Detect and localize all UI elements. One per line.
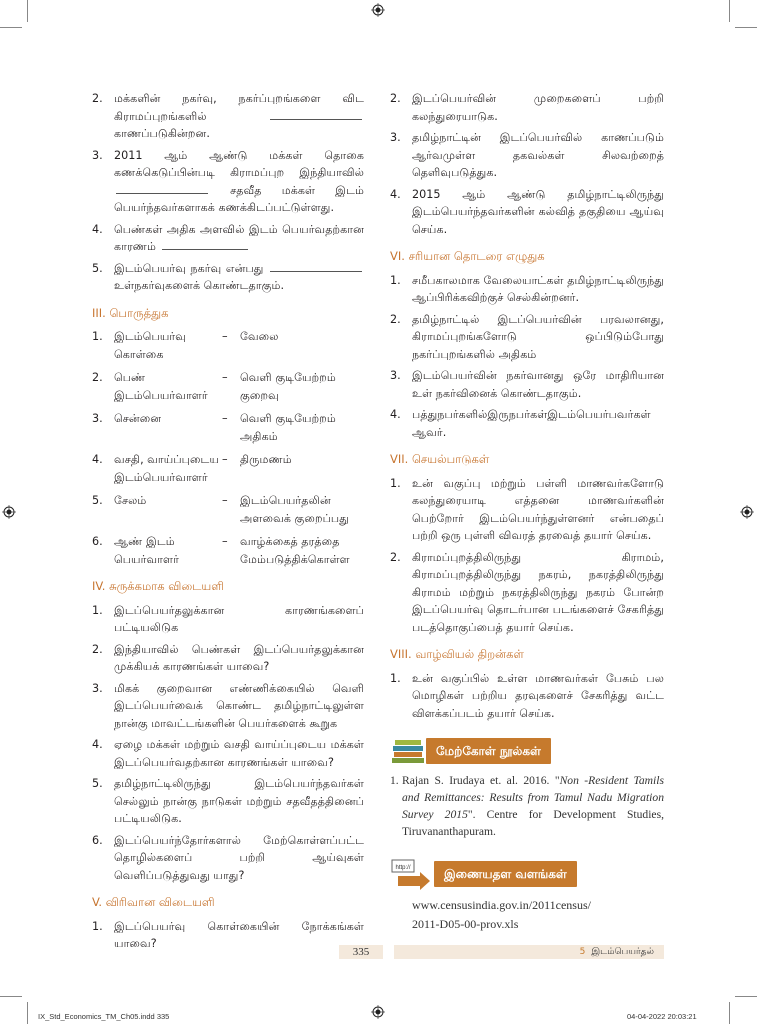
item-number: 1.: [92, 603, 103, 617]
answer-blank: [116, 184, 208, 194]
match-row: [92, 369, 364, 404]
page-number: 335: [339, 945, 383, 959]
match-row: [92, 451, 364, 486]
match-right: வாழ்க்கைத் தரத்தை மேம்படுத்திக்கொள்ள: [240, 535, 350, 566]
item-number: 1.: [390, 273, 401, 287]
item-text: பெண்கள் அதிக அளவில் இடம் பெயர்வதற்கான காரணம்: [114, 222, 364, 253]
item-number: 6.: [92, 535, 103, 548]
item-text: ஏழை மக்கள் மற்றும் வசதி வாய்ப்புடைய மக்கள் இடப்பெயர்வதற்கான காரணங்கள் யாவை?: [114, 738, 364, 769]
item-text: கிராமப்புறத்திலிருந்து கிராமம், கிராமப்புறத்திலிருந்து நகரம், நகரத்திலிருந்து கிராமம் மற்றும் நகரத்திலிருந்து நகரம் போன்ற இடப்பெயர்வு தொடர்பான படங்களைச் சேகரித்து படத்தொகுப்பைத் தயார் செய்க.: [412, 550, 664, 634]
item-text: இந்தியாவில் பெண்கள் இடப்பெயர்தலுக்கான முக்கியக் காரணங்கள் யாவை?: [114, 642, 364, 673]
crop-mark: [735, 996, 757, 997]
crop-mark: [0, 27, 22, 28]
registration-mark-bottom: [371, 1005, 385, 1019]
item-number: 3.: [390, 131, 401, 144]
item-number: 3.: [92, 681, 103, 695]
crop-mark: [27, 0, 28, 22]
item-text: தமிழ்நாட்டிலிருந்து இடம்பெயர்ந்தவர்கள் செல்லும் நான்கு நாடுகள் மற்றும் சதவீதத்தினைப் பட்டியலிடுக.: [114, 777, 364, 825]
question-item: [92, 602, 364, 637]
item-text: மக்களின் நகர்வு, நகர்ப்புறங்களை விட கிராமப்புறங்களில்: [114, 92, 364, 123]
match-left: சேலம்: [114, 494, 147, 507]
item-text: பத்துநபர்களில்இருநபர்கள்இடம்பெயர்பவர்கள் ஆவர்.: [412, 408, 651, 439]
item-text: சமீபகாலமாக வேலையாட்கள் தமிழ்நாட்டிலிருந்து ஆப்பிரிக்கவிற்குச் செல்கின்றனர்.: [412, 273, 664, 304]
item-number: 1.: [390, 774, 399, 787]
web-url[interactable]: [412, 896, 664, 934]
item-text: தமிழ்நாட்டின் இடப்பெயர்வில் காணப்படும் ஆர்வமுள்ள தகவல்கள் சிலவற்றைத் தெளிவுபடுத்துக.: [412, 131, 664, 179]
match-dash: –: [222, 453, 228, 466]
item-number: 1.: [390, 671, 401, 685]
match-left: இடம்பெயர்வு கொள்கை: [114, 330, 186, 361]
question-item: [390, 367, 664, 402]
fill-blank-item: [92, 147, 364, 217]
question-item: [390, 406, 664, 441]
item-text: உன் வகுப்பு மற்றும் பள்ளி மாணவர்களோடு கலந்துரையாடி எத்தனை மாணவர்களின் பெற்றோர் இடம்பெயர்ந்துள்ளனர் என்பதைப் பற்றி ஒரு புள்ளி விவரத் தரவைத் தயார் செய்க.: [412, 476, 664, 542]
question-item: [390, 129, 664, 182]
item-text: உள்நகர்வுகளைக் கொண்டதாகும்.: [114, 279, 285, 292]
item-number: 2.: [92, 371, 103, 384]
url-line[interactable]: 2011-D05-00-prov.xls: [412, 917, 519, 931]
reference-publisher: ". Centre for Development Studies, Tiruvananthapuram.: [402, 808, 664, 838]
item-number: 2.: [390, 92, 401, 105]
http-label: http://: [395, 865, 411, 871]
match-row: [92, 328, 364, 363]
fill-blank-item: [92, 221, 364, 256]
left-column: [92, 90, 364, 957]
references-title: மேற்கோள் நூல்கள்: [426, 738, 551, 764]
crop-mark: [729, 0, 730, 22]
section-heading-match: III. பொருத்துக: [92, 305, 169, 320]
web-resources-title: இணையதள வளங்கள்: [434, 861, 577, 887]
item-number: 3.: [92, 148, 103, 162]
item-text: உன் வகுப்பில் உள்ள மாணவர்கள் பேசும் பல மொழிகள் பற்றிய தரவுகளைச் சேகரித்து வட்ட விளக்கப்படம் தயார் செய்க.: [412, 671, 664, 720]
item-text: இடம்பெயர்வின் நகர்வானது ஒரே மாதிரியான உள் நகர்வினைக் கொண்டதாகும்.: [412, 369, 664, 400]
url-line[interactable]: www.censusindia.gov.in/2011census/: [412, 898, 591, 912]
item-number: 5.: [92, 777, 103, 790]
chapter-name: இடம்பெயர்தல்: [591, 947, 654, 957]
item-number: 4.: [92, 453, 103, 466]
item-number: 5.: [92, 261, 103, 275]
web-resources-banner: [390, 858, 664, 890]
match-dash: –: [222, 494, 228, 507]
question-item: [92, 775, 364, 828]
question-item: [390, 186, 664, 239]
item-text: 2011 ஆம் ஆண்டு மக்கள் தொகை கணக்கெடுப்பின்படி கிராமப்புற இந்தியாவில்: [114, 148, 364, 179]
item-number: 1.: [92, 330, 103, 343]
section-heading-life-skills: VIII. வாழ்வியல் திறன்கள்: [390, 647, 524, 661]
imprint-file: IX_Std_Economics_TM_Ch05.indd 335: [38, 1012, 170, 1021]
question-item: [92, 832, 364, 885]
answer-blank: [162, 240, 248, 250]
item-text: காணப்படுகின்றன.: [114, 127, 210, 140]
question-item: [92, 918, 364, 953]
reference-title: Non -Resident Tamils and Remittances: Results from Tamul Nadu Migration Survey 2015: [402, 774, 664, 821]
match-left: வசதி, வாய்ப்புடைய இடம்பெயர்வாளர்: [114, 453, 220, 484]
item-text: இடம்பெயர்வு நகர்வு என்பது: [114, 261, 264, 275]
crop-mark: [729, 1002, 730, 1024]
item-number: 6.: [92, 833, 103, 847]
item-text: இடப்பெயர்தலுக்கான காரணங்களைப் பட்டியலிடுக: [114, 603, 364, 634]
registration-mark-right: [740, 505, 754, 519]
registration-mark-left: [2, 505, 16, 519]
match-right: இடம்பெயர்தலின் அளவைக் குறைப்பது: [240, 494, 349, 525]
chapter-number: 5: [579, 947, 586, 957]
section-heading-short: IV. சுருக்கமாக விடையளி: [92, 579, 224, 593]
item-text: சதவீத மக்கள் இடம் பெயர்ந்தவர்களாகக் கணக்கிடப்பட்டுள்ளது.: [114, 183, 364, 214]
match-dash: –: [222, 371, 228, 384]
match-row: [92, 410, 364, 445]
answer-blank: [270, 262, 362, 272]
question-item: [390, 311, 664, 364]
right-column: [390, 90, 664, 934]
match-right: திருமணம்: [240, 453, 292, 466]
item-number: 3.: [390, 369, 401, 382]
item-text: இடப்பெயர்ந்தோர்களால் மேற்கொள்ளப்பட்ட தொழில்களைப் பற்றி ஆய்வுகள் வெளிப்படுத்துவது யாது?: [114, 833, 364, 882]
item-number: 1.: [390, 476, 401, 490]
question-item: [390, 670, 664, 723]
section-heading-correct: VI. சரியான தொடரை எழுதுக: [390, 249, 545, 263]
question-item: [92, 680, 364, 733]
item-text: இடப்பெயர்வு கொள்கையின் நோக்கங்கள் யாவை?: [114, 919, 364, 950]
item-number: 4.: [390, 187, 401, 201]
question-item: [92, 641, 364, 676]
item-text: 2015 ஆம் ஆண்டு தமிழ்நாட்டிலிருந்து இடம்பெயர்ந்தவர்களின் கல்வித் தகுதியை ஆய்வு செய்க.: [412, 187, 664, 236]
item-text: இடப்பெயர்வின் முறைகளைப் பற்றி கலந்துரையாடுக.: [412, 92, 664, 123]
match-left: சென்னை: [114, 412, 162, 425]
crop-mark: [735, 27, 757, 28]
crop-mark: [0, 996, 22, 997]
match-dash: –: [222, 535, 228, 548]
crop-mark: [27, 1002, 28, 1024]
match-left: ஆண் இடம் பெயர்வாளர்: [114, 535, 179, 566]
item-number: 2.: [390, 550, 401, 564]
question-item: [390, 475, 664, 545]
match-row: [92, 492, 364, 527]
reference-author: Rajan S. Irudaya et. al. 2016. ": [402, 774, 560, 787]
fill-blank-item: [92, 90, 364, 143]
match-right: வெளி குடியேற்றம் அதிகம்: [240, 412, 336, 443]
item-number: 2.: [92, 92, 103, 105]
question-item: [390, 272, 664, 307]
section-heading-activities: VII. செயல்பாடுகள்: [390, 452, 490, 466]
item-number: 5.: [92, 494, 103, 507]
books-icon: [390, 736, 426, 766]
section-heading-long: V. விரிவான விடையளி: [92, 895, 215, 909]
item-text: மிகக் குறைவான எண்ணிக்கையில் வெளி இடப்பெயர்வைக் கொண்ட தமிழ்நாட்டிலுள்ள நான்கு மாவட்டங்களின் பெயர்களைக் கூறுக: [114, 681, 364, 730]
web-link-icon: [390, 858, 434, 890]
match-dash: –: [222, 412, 228, 425]
question-item: [92, 736, 364, 771]
fill-blank-item: [92, 260, 364, 295]
item-text: தமிழ்நாட்டில் இடப்பெயர்வின் பரவலானது, கிராமப்புறங்களோடு ஒப்பிடும்போது நகர்ப்புறங்களில் அதிகம்: [412, 312, 664, 361]
registration-mark-top: [371, 3, 385, 17]
imprint-datetime: 04-04-2022 20:03:21: [627, 1012, 697, 1021]
question-item: [390, 90, 664, 125]
item-number: 4.: [92, 222, 103, 236]
match-right: வெளி குடியேற்றம் குறைவு: [240, 371, 336, 402]
match-right: வேலை: [240, 330, 279, 343]
chapter-footer: [394, 945, 664, 959]
match-left: பெண் இடம்பெயர்வாளர்: [114, 371, 208, 402]
item-number: 4.: [390, 408, 401, 421]
item-number: 2.: [390, 312, 401, 326]
match-dash: –: [222, 330, 228, 343]
item-number: 1.: [92, 919, 103, 933]
references-banner: [390, 736, 664, 766]
reference-entry: [390, 772, 664, 840]
question-item: [390, 549, 664, 637]
item-number: 3.: [92, 412, 103, 425]
item-number: 4.: [92, 738, 103, 751]
answer-blank: [270, 110, 362, 120]
match-row: [92, 533, 364, 568]
item-number: 2.: [92, 642, 103, 656]
